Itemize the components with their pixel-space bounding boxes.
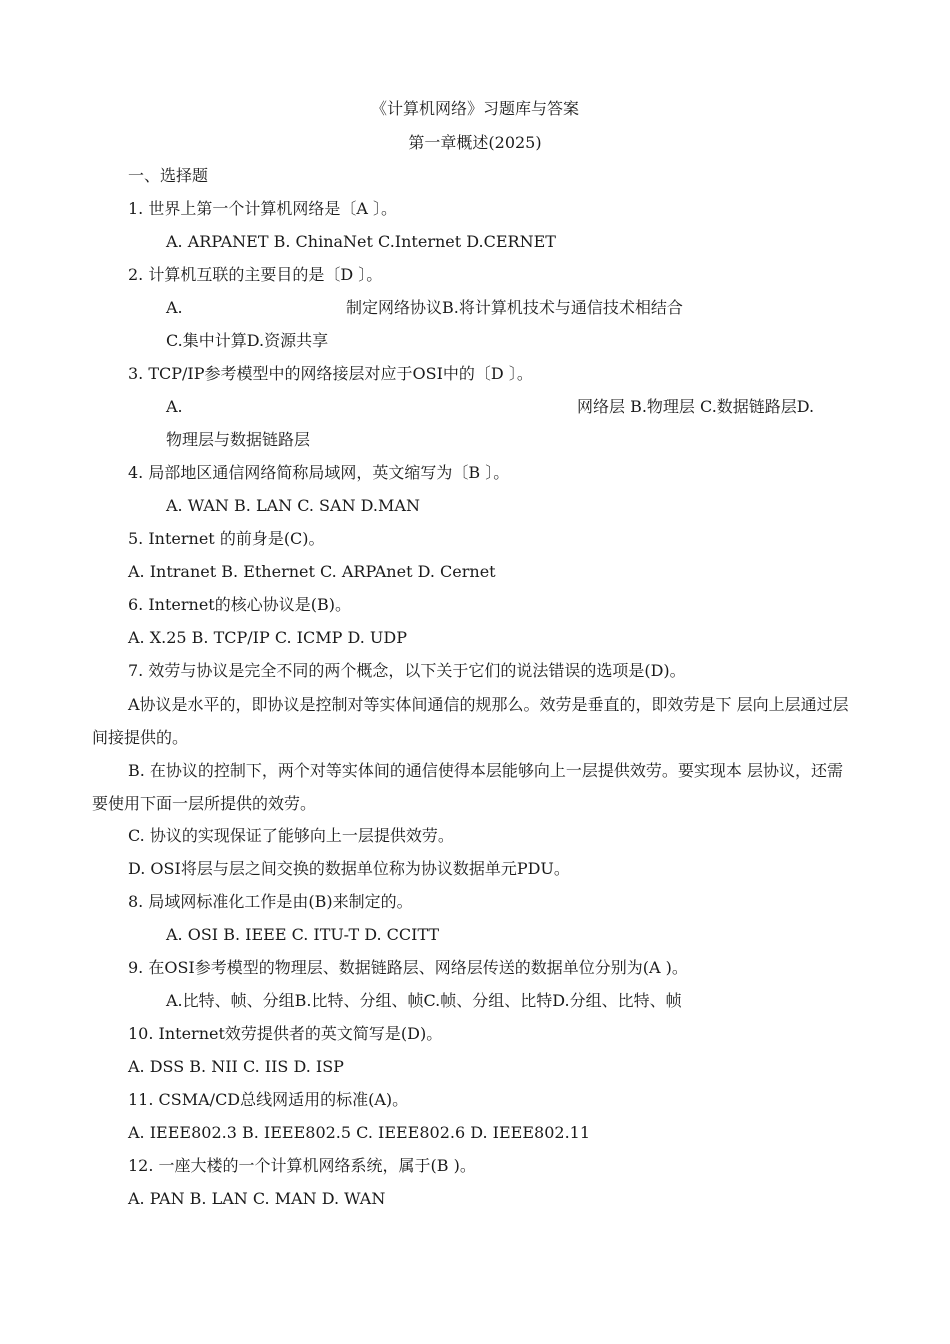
question-2-option-a-marker: A. bbox=[166, 298, 183, 317]
question-2: 2. 计算机互联的主要目的是〔D 〕。 bbox=[128, 265, 383, 284]
question-8-options: A. OSI B. IEEE C. ITU-T D. CCITT bbox=[166, 925, 440, 944]
question-7: 7. 效劳与协议是完全不同的两个概念，以下关于它们的说法错误的选项是(D)。 bbox=[128, 661, 686, 680]
question-1-options: A. ARPANET B. ChinaNet C.Internet D.CERNET bbox=[166, 232, 556, 251]
question-2-options-ab: 制定网络协议B.将计算机技术与通信技术相结合 bbox=[346, 298, 683, 317]
question-7-option-b: B. 在协议的控制下，两个对等实体间的通信使得本层能够向上一层提供效劳。要实现本 层协议，还需要使用下面一层所提供的效劳。 bbox=[92, 761, 844, 813]
question-4: 4. 局部地区通信网络简称局域网，英文缩写为〔B 〕。 bbox=[128, 463, 510, 482]
question-3-options-abc: 网络层 B.物理层 C.数据链路层D. bbox=[577, 397, 815, 416]
question-6: 6. Internet的核心协议是(B)。 bbox=[128, 595, 351, 614]
question-9-options: A.比特、帧、分组B.比特、分组、帧C.帧、分组、比特D.分组、比特、帧 bbox=[166, 991, 682, 1010]
question-11: 11. CSMA/CD总线网适用的标准(A)。 bbox=[128, 1090, 409, 1109]
question-3-option-d: 物理层与数据链路层 bbox=[166, 430, 311, 449]
question-1: 1. 世界上第一个计算机网络是〔A 〕。 bbox=[128, 199, 397, 218]
question-7-option-c: C. 协议的实现保证了能够向上一层提供效劳。 bbox=[128, 826, 454, 845]
question-4-options: A. WAN B. LAN C. SAN D.MAN bbox=[166, 496, 420, 515]
question-3: 3. TCP/IP参考模型中的网络接层对应于OSI中的〔D 〕。 bbox=[128, 364, 533, 383]
question-6-options: A. X.25 B. TCP/IP C. ICMP D. UDP bbox=[128, 628, 407, 647]
question-5: 5. Internet 的前身是(C)。 bbox=[128, 529, 325, 548]
question-7-option-d: D. OSI将层与层之间交换的数据单位称为协议数据单元PDU。 bbox=[128, 859, 570, 878]
question-11-options: A. IEEE802.3 B. IEEE802.5 C. IEEE802.6 D. IEEE802.11 bbox=[128, 1123, 591, 1142]
question-12-options: A. PAN B. LAN C. MAN D. WAN bbox=[128, 1189, 386, 1208]
section-heading: 一、选择题 bbox=[128, 166, 209, 185]
chapter-subtitle: 第一章概述(2025) bbox=[408, 133, 542, 152]
question-8: 8. 局域网标准化工作是由(B)来制定的。 bbox=[128, 892, 413, 911]
question-3-option-a-marker: A. bbox=[166, 397, 183, 416]
question-9: 9. 在OSI参考模型的物理层、数据链路层、网络层传送的数据单位分别为(A )。 bbox=[128, 958, 688, 977]
question-10: 10. Internet效劳提供者的英文简写是(D)。 bbox=[128, 1024, 443, 1043]
question-12: 12. 一座大楼的一个计算机网络系统，属于(B )。 bbox=[128, 1156, 476, 1175]
question-10-options: A. DSS B. NII C. IIS D. ISP bbox=[128, 1057, 344, 1076]
question-7-option-a: A协议是水平的，即协议是控制对等实体间通信的规那么。效劳是垂直的，即效劳是下 层向上层通过层间接提供的。 bbox=[92, 695, 849, 747]
question-2-options-cd: C.集中计算D.资源共享 bbox=[166, 331, 329, 350]
question-5-options: A. Intranet B. Ethernet C. ARPAnet D. Cernet bbox=[128, 562, 496, 581]
document-title: 《计算机网络》习题库与答案 bbox=[370, 99, 579, 118]
